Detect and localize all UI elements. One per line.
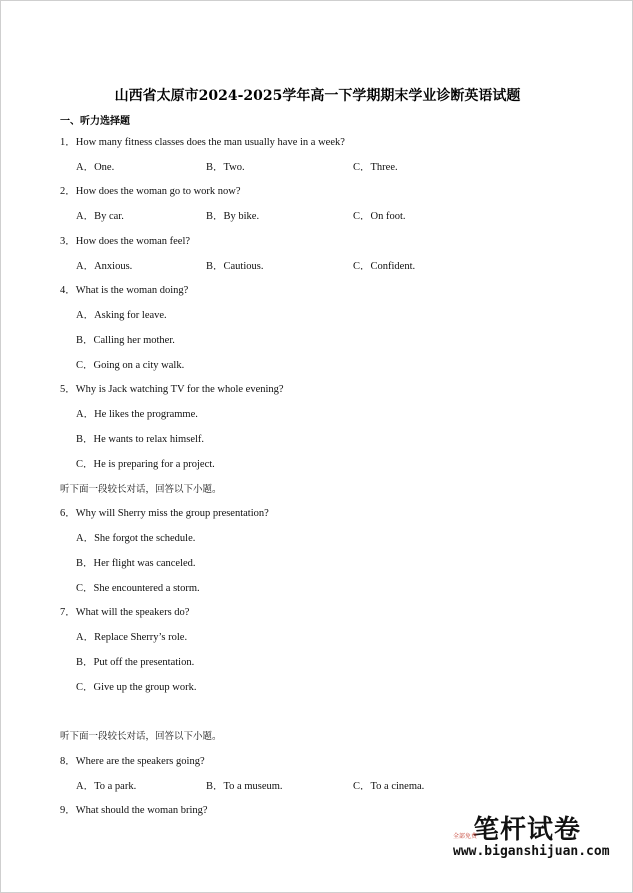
instruction-note-1: 听下面一段较长对话，回答以下小题。 bbox=[60, 484, 222, 495]
q8-option-c: C．To a cinema. bbox=[353, 781, 425, 792]
instruction-note-2: 听下面一段较长对话，回答以下小题。 bbox=[60, 731, 222, 742]
q5-option-a: A．He likes the programme. bbox=[76, 409, 198, 420]
q8-option-a: A．To a park. bbox=[76, 781, 137, 792]
q4-option-a: A．Asking for leave. bbox=[76, 310, 167, 321]
q2-option-a: A．By car. bbox=[76, 211, 124, 222]
q1-option-c: C．Three. bbox=[353, 162, 398, 173]
question-4: 4．What is the woman doing? bbox=[60, 285, 189, 296]
question-5: 5．Why is Jack watching TV for the whole evening? bbox=[60, 384, 284, 395]
q7-option-c: C．Give up the group work. bbox=[76, 682, 197, 693]
q7-option-a: A．Replace Sherry’s role. bbox=[76, 632, 188, 643]
question-8: 8．Where are the speakers going? bbox=[60, 756, 205, 767]
q4-option-b: B．Calling her mother. bbox=[76, 335, 175, 346]
q6-option-c: C．She encountered a storm. bbox=[76, 583, 200, 594]
q3-option-a: A．Anxious. bbox=[76, 261, 133, 272]
document-title: 山西省太原市2024-2025学年高一下学期期末学业诊断英语试题 bbox=[114, 88, 521, 104]
q3-option-c: C．Confident. bbox=[353, 261, 416, 272]
question-3: 3．How does the woman feel? bbox=[60, 236, 191, 247]
q1-option-b: B．Two. bbox=[206, 162, 245, 173]
question-2: 2．How does the woman go to work now? bbox=[60, 186, 241, 197]
q5-option-c: C．He is preparing for a project. bbox=[76, 459, 215, 470]
q8-option-b: B．To a museum. bbox=[206, 781, 283, 792]
q3-option-b: B．Cautious. bbox=[206, 261, 264, 272]
question-6: 6．Why will Sherry miss the group presentation? bbox=[60, 508, 269, 519]
watermark-tag: 全部免费 bbox=[453, 833, 478, 840]
q6-option-b: B．Her flight was canceled. bbox=[76, 558, 196, 569]
question-9: 9．What should the woman bring? bbox=[60, 805, 208, 816]
section-heading: 一、听力选择题 bbox=[60, 116, 130, 127]
q5-option-b: B．He wants to relax himself. bbox=[76, 434, 205, 445]
q1-option-a: A．One. bbox=[76, 162, 115, 173]
q2-option-b: B．By bike. bbox=[206, 211, 260, 222]
question-7: 7．What will the speakers do? bbox=[60, 607, 190, 618]
question-1: 1．How many fitness classes does the man usually have in a week? bbox=[60, 137, 345, 148]
q7-option-b: B．Put off the presentation. bbox=[76, 657, 195, 668]
watermark-brand: 笔杆试卷 bbox=[473, 815, 582, 845]
watermark-url: www.biganshijuan.com bbox=[453, 844, 610, 859]
q6-option-a: A．She forgot the schedule. bbox=[76, 533, 196, 544]
q4-option-c: C．Going on a city walk. bbox=[76, 360, 185, 371]
q2-option-c: C．On foot. bbox=[353, 211, 406, 222]
